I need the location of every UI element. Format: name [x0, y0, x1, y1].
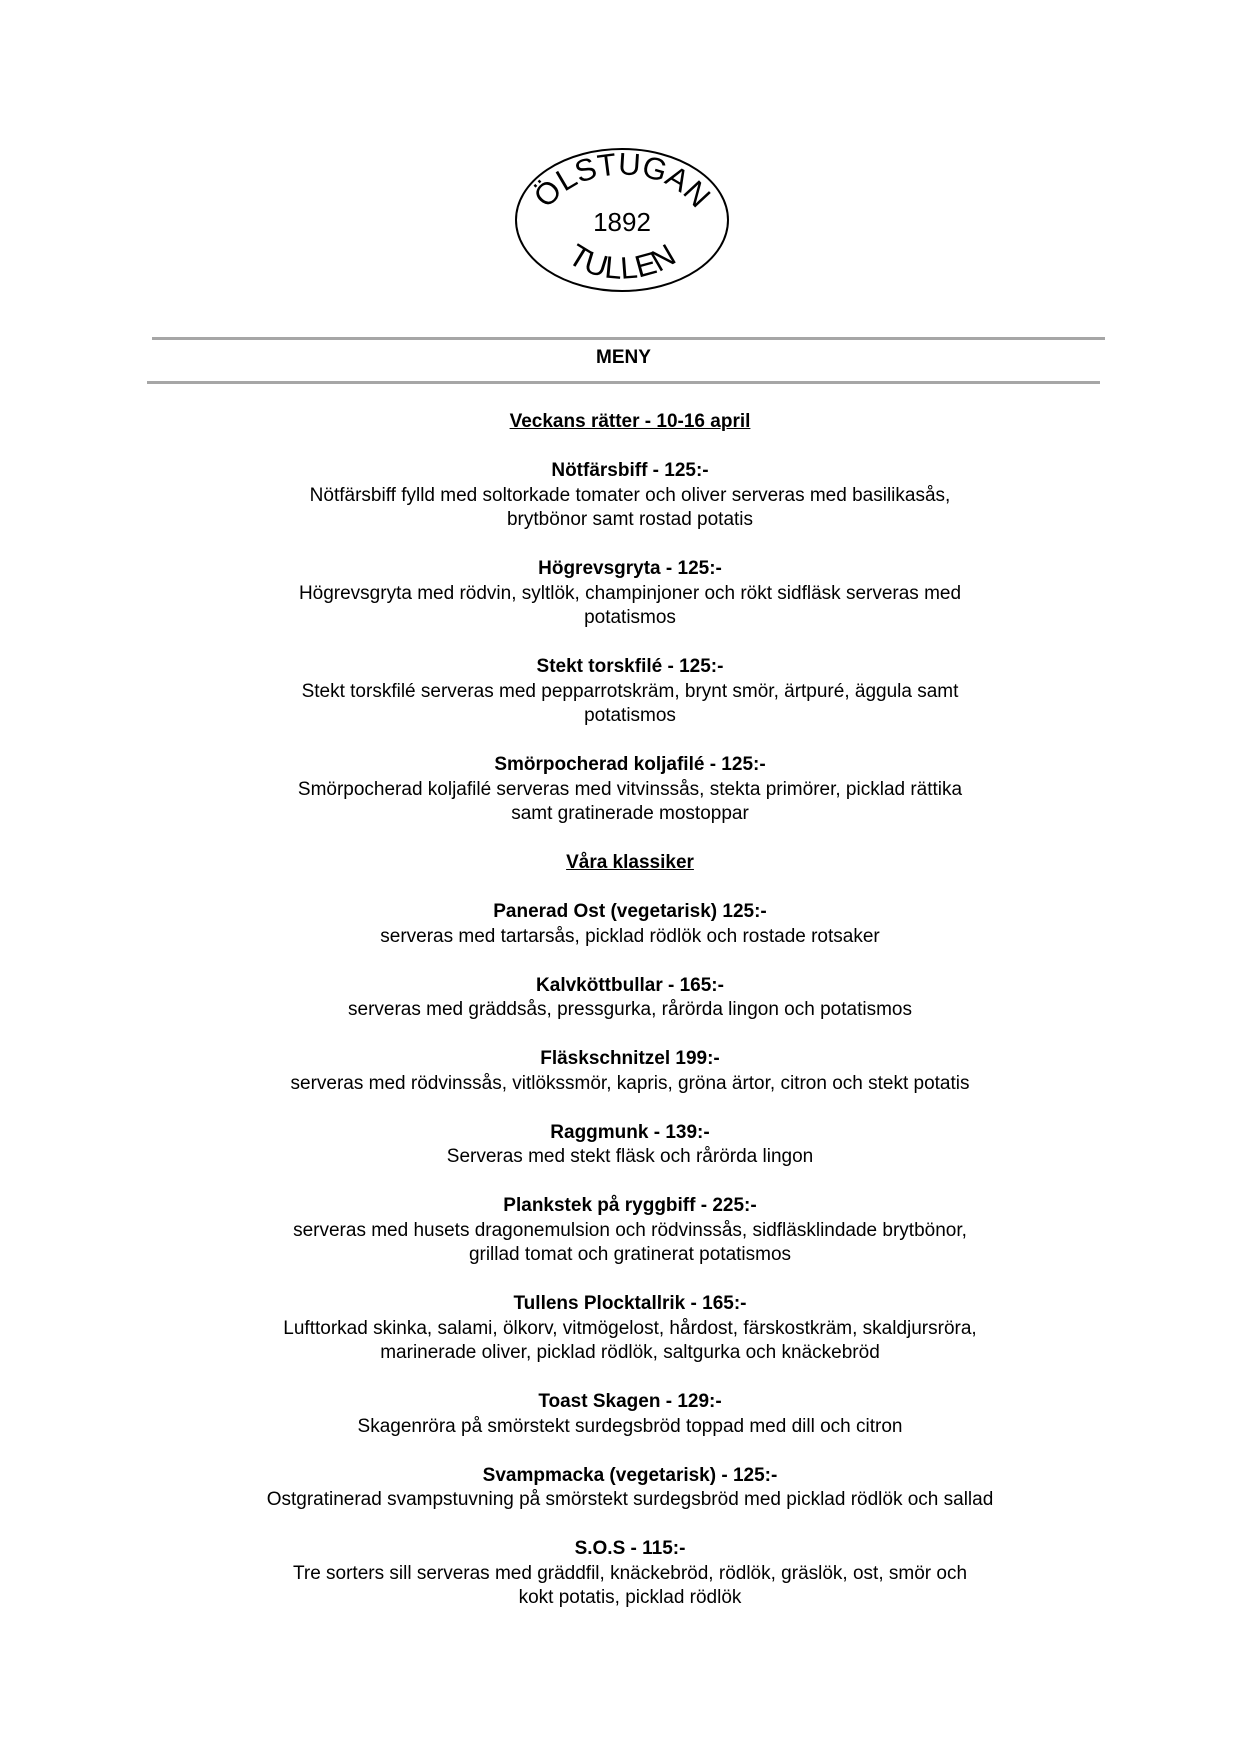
menu-item: [180, 1292, 1080, 1366]
divider-top: [152, 337, 1105, 340]
dish-description: Tre sorters sill serveras med gräddfil, knäckebröd, rödlök, gräslök, ost, smör och kokt potatis, picklad rödlök: [292, 1562, 968, 1608]
logo-top-text: ÖLSTUGAN: [526, 146, 718, 215]
dish-description: Ostgratinerad svampstuvning på smörstekt surdegsbröd med picklad rödlök och sallad: [266, 1489, 994, 1510]
dish-name: Svampmacka (vegetarisk) - 125:-: [482, 1464, 778, 1486]
menu-item: [180, 1194, 1080, 1268]
dish-description: Högrevsgryta med rödvin, syltlök, champinjoner och rökt sidfläsk serveras med potatismos: [298, 582, 962, 628]
dish-name: Fläskschnitzel 199:-: [540, 1048, 720, 1069]
dish-description: serveras med husets dragonemulsion och rödvinssås, sidfläsklindade brytbönor, grillad tomat och gratinerat potatismos: [293, 1219, 967, 1265]
page-title: MENY: [596, 347, 651, 368]
dish-name: Nötfärsbiff - 125:-: [551, 460, 709, 481]
dish-description: serveras med gräddsås, pressgurka, rårörda lingon och potatismos: [348, 999, 912, 1020]
restaurant-logo: [512, 145, 732, 295]
dish-name: Raggmunk - 139:-: [550, 1121, 710, 1143]
dish-name: Toast Skagen - 129:-: [538, 1391, 722, 1412]
logo-bottom-text: TULLEN: [562, 237, 682, 286]
menu-item: [180, 655, 1080, 729]
menu-item: [180, 974, 1080, 1023]
dish-description: Smörpocherad koljafilé serveras med vitvinssås, stekta primörer, picklad rättika samt gratinerade mostoppar: [297, 778, 963, 824]
dish-description: Lufttorkad skinka, salami, ölkorv, vitmögelost, hårdost, färskostkräm, skaldjursröra, marinerade oliver, picklad rödlök, saltgurka och knäckebröd: [283, 1317, 977, 1363]
dish-description: serveras med tartarsås, picklad rödlök och rostade rotsaker: [380, 925, 880, 947]
menu-item: [180, 1464, 1080, 1513]
dish-name: Panerad Ost (vegetarisk) 125:-: [493, 901, 767, 922]
dish-name: Smörpocherad koljafilé - 125:-: [494, 754, 766, 775]
dish-description: serveras med rödvinssås, vitlökssmör, kapris, gröna ärtor, citron och stekt potatis: [290, 1072, 970, 1094]
dish-name: S.O.S - 115:-: [574, 1538, 686, 1559]
menu-item: [180, 1121, 1080, 1170]
section-title-weekly: Veckans rätter - 10-16 april: [509, 411, 751, 432]
dish-description: Stekt torskfilé serveras med pepparrotskräm, brynt smör, ärtpuré, äggula samt potatismos: [301, 680, 959, 726]
menu-item: [180, 459, 1080, 533]
menu-item: [180, 753, 1080, 827]
dish-name: Kalvköttbullar - 165:-: [536, 974, 724, 996]
dish-name: Stekt torskfilé - 125:-: [536, 656, 724, 677]
divider-bottom: [147, 381, 1100, 384]
menu-item: [180, 900, 1080, 949]
dish-description: Nötfärsbiff fylld med soltorkade tomater och oliver serveras med basilikasås, brytbönor samt rostad potatis: [309, 484, 951, 530]
menu-item: [180, 1537, 1080, 1611]
menu-item: [180, 1390, 1080, 1439]
menu-item: [180, 1047, 1080, 1096]
section-title-classics: Våra klassiker: [566, 852, 694, 873]
dish-name: Tullens Plocktallrik - 165:-: [513, 1293, 747, 1314]
dish-name: Högrevsgryta - 125:-: [538, 558, 722, 579]
dish-name: Plankstek på ryggbiff - 225:-: [503, 1195, 757, 1216]
menu-item: [180, 557, 1080, 631]
dish-description: Skagenröra på smörstekt surdegsbröd toppad med dill och citron: [357, 1415, 903, 1437]
logo-year: 1892: [593, 207, 651, 237]
menu-content: [180, 410, 1080, 1611]
dish-description: Serveras med stekt fläsk och rårörda lingon: [446, 1146, 814, 1167]
